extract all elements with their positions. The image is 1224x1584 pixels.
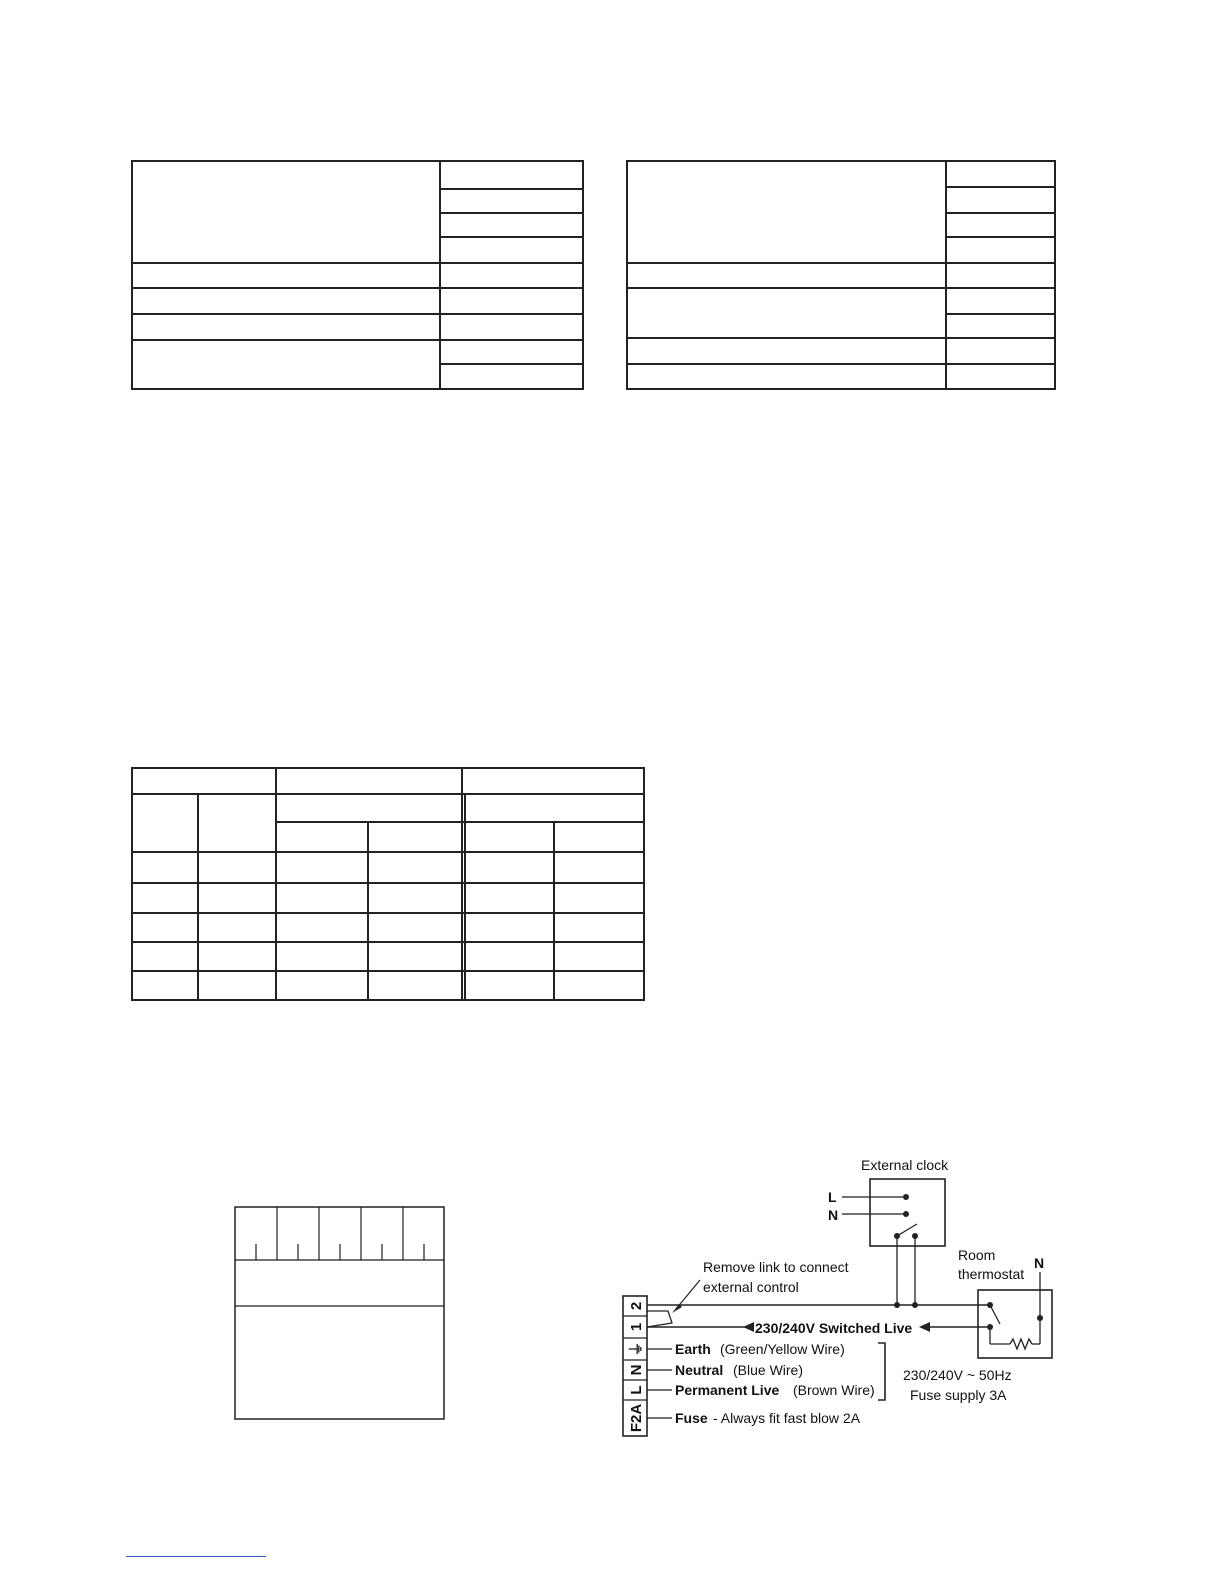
table-divider [464,793,466,999]
fuse-note: - Always fit fast blow 2A [713,1410,861,1426]
table-divider [133,339,582,341]
table-divider [628,363,1054,365]
terminal-n-label: N [628,1364,645,1376]
external-clock-label: External clock [861,1157,949,1173]
thermostat-neutral-label: N [1034,1255,1045,1271]
data-table-middle [131,767,645,1001]
earth-note: (Green/Yellow Wire) [720,1341,845,1357]
clock-live-label: L [828,1189,837,1205]
arrow-left-icon [919,1322,930,1332]
terminal-2-label: 2 [628,1301,645,1311]
room-thermostat-label-1: Room [958,1247,996,1263]
table-divider [439,236,582,238]
resistor-icon [1010,1339,1032,1349]
room-thermostat-box [978,1290,1052,1358]
link-wire [647,1311,672,1327]
neutral-note: (Blue Wire) [733,1362,804,1378]
terminal-block-outline [230,1202,450,1424]
table-divider [197,793,199,999]
remove-link-label-1: Remove link to connect [703,1259,849,1275]
table-divider [628,262,1054,264]
thermostat-switch-icon [990,1305,1000,1324]
table-divider [628,287,1054,289]
table-divider [133,970,643,972]
table-divider [133,912,643,914]
table-divider [628,337,1054,339]
switched-live-label: 230/240V Switched Live [755,1320,913,1336]
clock-switch-icon [897,1224,917,1236]
terminal-strip [623,1296,647,1436]
table-divider [133,793,643,795]
external-clock-box [870,1179,945,1246]
supply-rating-label: 230/240V ~ 50Hz [903,1367,1012,1383]
earth-label: Earth [675,1341,711,1357]
table-divider [461,769,463,999]
supply-fuse-label: Fuse supply 3A [910,1387,1007,1403]
spec-table-left [131,160,584,390]
permanent-live-label: Permanent Live [675,1382,780,1398]
table-divider [439,363,582,365]
table-divider [133,287,582,289]
table-divider [133,313,582,315]
table-divider [945,313,1054,315]
table-divider [133,882,643,884]
table-divider [133,262,582,264]
table-divider [367,821,369,999]
terminal-fuse-label: F2A [628,1403,645,1433]
earth-terminal-icon: ⏚ [628,1341,645,1357]
remove-link-label-2: external control [703,1279,799,1295]
neutral-label: Neutral [675,1362,724,1378]
footer-underline [126,1556,266,1557]
arrow-icon [672,1304,682,1313]
room-thermostat-label-2: thermostat [958,1266,1025,1282]
table-divider [945,212,1054,214]
spec-table-right [626,160,1056,390]
table-divider [439,212,582,214]
table-divider [133,941,643,943]
table-divider [439,188,582,190]
fuse-label: Fuse [675,1410,708,1426]
permanent-live-note: (Brown Wire) [793,1382,875,1398]
table-divider [275,821,643,823]
terminal-1-label: 1 [628,1322,645,1332]
arrow-left-icon [743,1322,754,1332]
table-divider [945,186,1054,188]
table-divider [439,162,441,388]
supply-bracket [878,1343,885,1400]
table-divider [275,769,277,999]
table-divider [945,236,1054,238]
table-divider [133,851,643,853]
clock-neutral-label: N [828,1207,839,1223]
table-divider [553,821,555,999]
terminal-l-label: L [628,1385,645,1395]
table-divider [945,162,947,388]
